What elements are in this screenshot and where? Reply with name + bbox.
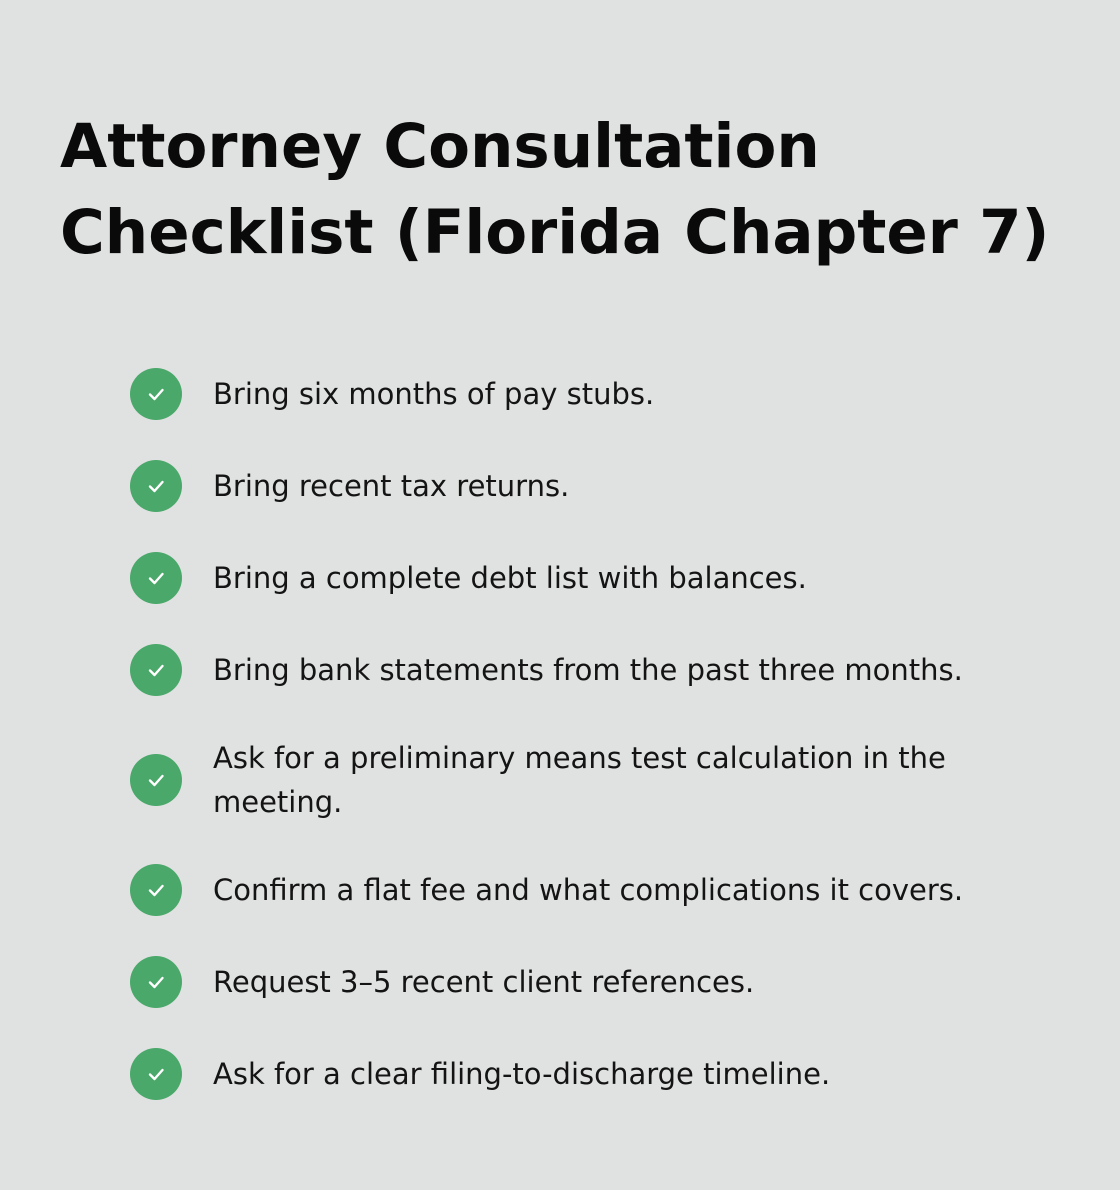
check-circle-icon bbox=[130, 1048, 182, 1100]
checklist-item bbox=[130, 736, 1030, 824]
checklist-item bbox=[130, 368, 1030, 420]
check-circle-icon bbox=[130, 368, 182, 420]
checklist-item bbox=[130, 552, 1030, 604]
page-title: Attorney Consultation Checklist (Florida Chapter 7) bbox=[60, 111, 1050, 268]
check-circle-icon bbox=[130, 644, 182, 696]
checklist-item-label: Bring recent tax returns. bbox=[213, 469, 570, 503]
checklist-item-label: Request 3–5 recent client references. bbox=[213, 965, 755, 999]
checklist-item-label: Ask for a clear filing-to-discharge timeline. bbox=[213, 1057, 831, 1091]
check-circle-icon bbox=[130, 754, 182, 806]
check-circle-icon bbox=[130, 460, 182, 512]
checklist-item-label: Confirm a flat fee and what complications it covers. bbox=[213, 873, 964, 907]
checklist-item-label: Ask for a preliminary means test calculation in the meeting. bbox=[213, 741, 946, 819]
check-circle-icon bbox=[130, 552, 182, 604]
checklist-item bbox=[130, 460, 1030, 512]
check-circle-icon bbox=[130, 864, 182, 916]
checklist-item bbox=[130, 864, 1030, 916]
checklist-item bbox=[130, 644, 1030, 696]
checklist-item-label: Bring six months of pay stubs. bbox=[213, 377, 655, 411]
checklist-item-label: Bring bank statements from the past three months. bbox=[213, 653, 963, 687]
checklist-item-label: Bring a complete debt list with balances. bbox=[213, 561, 807, 595]
check-circle-icon bbox=[130, 956, 182, 1008]
checklist-item bbox=[130, 1048, 1030, 1100]
checklist-item bbox=[130, 956, 1030, 1008]
